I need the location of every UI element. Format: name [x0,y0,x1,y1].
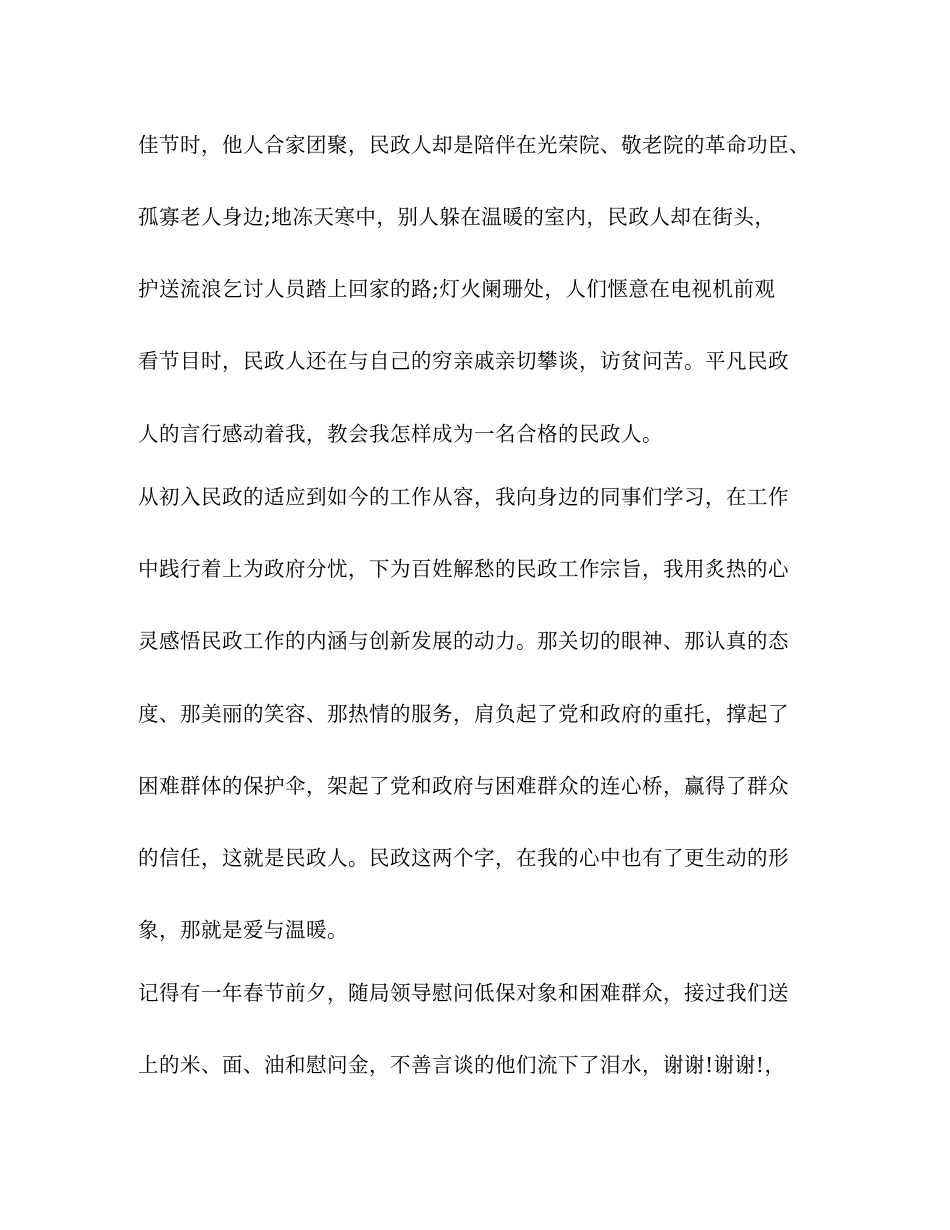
text-line: 困难群体的保护伞，架起了党和政府与困难群众的连心桥，赢得了群众 [138,774,789,798]
text-line: 记得有一年春节前夕，随局领导慰问低保对象和困难群众，接过我们送 [138,981,789,1005]
text-line: 人的言行感动着我，教会我怎样成为一名合格的民政人。 [138,422,663,446]
text-line: 护送流浪乞讨人员踏上回家的路;灯火阑珊处，人们惬意在电视机前观 [138,277,776,301]
text-line: 上的米、面、油和慰问金，不善言谈的他们流下了泪水，谢谢!谢谢!， [138,1053,786,1077]
text-line: 孤寡老人身边;地冻天寒中，别人躲在温暖的室内，民政人却在街头， [138,205,776,229]
text-line: 看节目时，民政人还在与自己的穷亲戚亲切攀谈，访贫问苦。平凡民政 [138,349,789,373]
text-line: 的信任，这就是民政人。民政这两个字，在我的心中也有了更生动的形 [138,846,789,870]
text-line: 佳节时，他人合家团聚，民政人却是陪伴在光荣院、敬老院的革命功臣、 [138,133,810,157]
text-line: 灵感悟民政工作的内涵与创新发展的动力。那关切的眼神、那认真的态 [138,629,789,653]
text-line: 象，那就是爱与温暖。 [138,918,348,942]
text-line: 中践行着上为政府分忧，下为百姓解愁的民政工作宗旨，我用炙热的心 [138,557,789,581]
text-line: 从初入民政的适应到如今的工作从容，我向身边的同事们学习，在工作 [138,485,789,509]
text-line: 度、那美丽的笑容、那热情的服务，肩负起了党和政府的重托，撑起了 [138,702,789,726]
